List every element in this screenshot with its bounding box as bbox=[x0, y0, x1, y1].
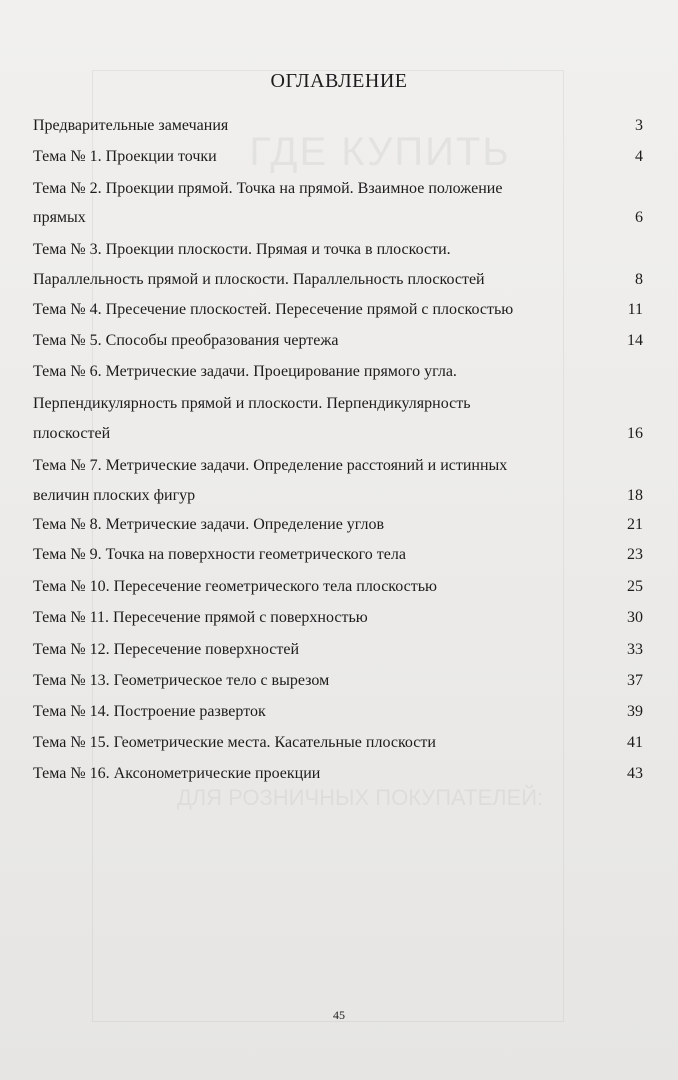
toc-row bbox=[33, 672, 643, 698]
toc-page-number: 30 bbox=[627, 609, 643, 626]
toc-row bbox=[33, 578, 643, 604]
toc-page-number: 33 bbox=[627, 641, 643, 658]
toc-page-number: 25 bbox=[627, 578, 643, 595]
toc-page-number: 21 bbox=[627, 516, 643, 533]
toc-row bbox=[33, 457, 643, 483]
toc-entry-text: Тема № 3. Проекции плоскости. Прямая и точка в плоскости. bbox=[33, 241, 451, 258]
toc-entry-text: Тема № 1. Проекции точки bbox=[33, 148, 217, 165]
show-through-text: ГДЕ КУПИТЬ bbox=[249, 130, 511, 174]
toc-page-number: 23 bbox=[627, 546, 643, 563]
toc-entry-text: Тема № 6. Метрические задачи. Проецирование прямого угла. bbox=[33, 363, 457, 380]
toc-row bbox=[33, 765, 643, 791]
toc-row bbox=[33, 332, 643, 358]
toc-page-number: 18 bbox=[627, 487, 643, 504]
toc-page-number: 41 bbox=[627, 734, 643, 751]
toc-row bbox=[33, 609, 643, 635]
toc-page-number: 16 bbox=[627, 425, 643, 442]
toc-page-number: 14 bbox=[627, 332, 643, 349]
toc-page-number: 37 bbox=[627, 672, 643, 689]
toc-entry-text: Перпендикулярность прямой и плоскости. Перпендикулярность bbox=[33, 395, 471, 412]
toc-row bbox=[33, 546, 643, 572]
toc-page-number: 4 bbox=[635, 148, 643, 165]
toc-row bbox=[33, 734, 643, 760]
toc-row bbox=[33, 117, 643, 143]
toc-page-number: 43 bbox=[627, 765, 643, 782]
toc-row bbox=[33, 209, 643, 235]
toc-page-number: 6 bbox=[635, 209, 643, 226]
toc-entry-text: Предварительные замечания bbox=[33, 117, 229, 134]
toc-row bbox=[33, 363, 643, 389]
toc-entry-text: Тема № 9. Точка на поверхности геометрического тела bbox=[33, 546, 406, 563]
page-title: ОГЛАВЛЕНИЕ bbox=[270, 70, 408, 92]
toc-row bbox=[33, 516, 643, 542]
toc-entry-text: Тема № 4. Пресечение плоскостей. Пересечение прямой с плоскостью bbox=[33, 301, 514, 318]
toc-entry-text: Параллельность прямой и плоскости. Параллельность плоскостей bbox=[33, 271, 485, 288]
toc-entry-text: Тема № 11. Пересечение прямой с поверхностью bbox=[33, 609, 368, 626]
toc-entry-text: Тема № 13. Геометрическое тело с вырезом bbox=[33, 672, 330, 689]
toc-row bbox=[33, 487, 643, 513]
toc-entry-text: Тема № 10. Пересечение геометрического тела плоскостью bbox=[33, 578, 438, 595]
toc-row bbox=[33, 180, 643, 206]
toc-row bbox=[33, 641, 643, 667]
toc-entry-text: Тема № 7. Метрические задачи. Определение расстояний и истинных bbox=[33, 457, 508, 474]
toc-row bbox=[33, 241, 643, 267]
toc-row bbox=[33, 271, 643, 297]
toc-row bbox=[33, 301, 643, 327]
toc-row bbox=[33, 395, 643, 421]
toc-entry-text: Тема № 14. Построение разверток bbox=[33, 703, 266, 720]
toc-page-number: 8 bbox=[635, 271, 643, 288]
toc-entry-text: Тема № 15. Геометрические места. Касательные плоскости bbox=[33, 734, 436, 751]
toc-row bbox=[33, 425, 643, 451]
toc-row bbox=[33, 703, 643, 729]
toc-entry-text: прямых bbox=[33, 209, 86, 226]
toc-page-number: 3 bbox=[635, 117, 643, 134]
toc-row bbox=[33, 148, 643, 174]
toc-page-number: 11 bbox=[627, 301, 643, 318]
toc-entry-text: величин плоских фигур bbox=[33, 487, 196, 504]
toc-entry-text: Тема № 5. Способы преобразования чертежа bbox=[33, 332, 339, 349]
toc-entry-text: плоскостей bbox=[33, 425, 111, 442]
toc-entry-text: Тема № 8. Метрические задачи. Определение углов bbox=[33, 516, 385, 533]
toc-entry-text: Тема № 12. Пересечение поверхностей bbox=[33, 641, 300, 658]
toc-entry-text: Тема № 16. Аксонометрические проекции bbox=[33, 765, 321, 782]
toc-entry-text: Тема № 2. Проекции прямой. Точка на прямой. Взаимное положение bbox=[33, 180, 503, 197]
page-number: 45 bbox=[333, 1008, 345, 1022]
show-through-text: ДЛЯ РОЗНИЧНЫХ ПОКУПАТЕЛЕЙ: bbox=[176, 785, 544, 810]
toc-page-number: 39 bbox=[627, 703, 643, 720]
